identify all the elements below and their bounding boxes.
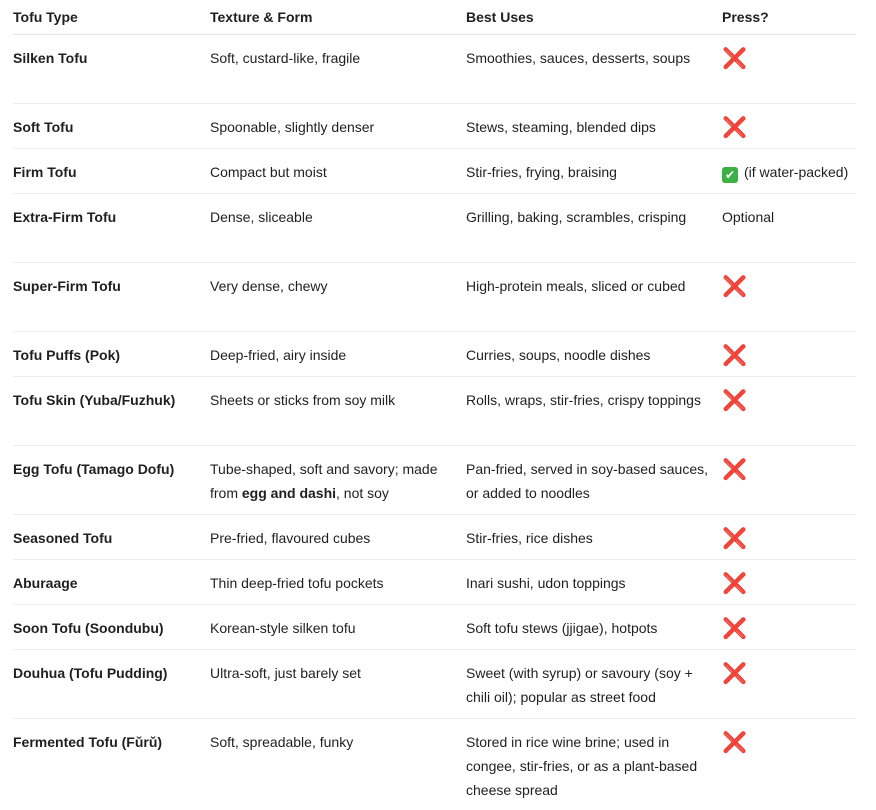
texture-cell: Ultra-soft, just barely set <box>210 665 361 681</box>
texture-cell: Compact but moist <box>210 164 327 180</box>
uses-cell: Sweet (with syrup) or savoury (soy + chili oil); popular as street food <box>466 665 693 705</box>
press-cell: Optional <box>722 209 775 225</box>
texture-cell: Korean-style silken tofu <box>210 620 356 636</box>
press-cell <box>722 650 856 718</box>
uses-cell: Inari sushi, udon toppings <box>466 575 626 591</box>
table-row <box>13 719 856 810</box>
table-row <box>13 650 856 719</box>
uses-cell: High-protein meals, sliced or cubed <box>466 278 686 294</box>
cross-mark-icon: ❌ <box>722 46 747 70</box>
table-row <box>13 377 856 446</box>
uses-cell: Stored in rice wine brine; used in congee, stir-fries, or as a plant-based cheese spread <box>466 734 698 798</box>
cross-mark-icon: ❌ <box>722 730 747 754</box>
table-header-row <box>13 0 856 35</box>
uses-cell: Curries, soups, noodle dishes <box>466 347 651 363</box>
uses-cell: Soft tofu stews (jjigae), hotpots <box>466 620 658 636</box>
texture-cell: Thin deep-fried tofu pockets <box>210 575 384 591</box>
cross-mark-icon: ❌ <box>722 274 747 298</box>
table-row <box>13 560 856 605</box>
cross-mark-icon: ❌ <box>722 661 747 685</box>
press-cell <box>722 332 856 376</box>
table-row <box>13 35 856 104</box>
tofu-type-cell: Douhua (Tofu Pudding) <box>13 665 168 681</box>
tofu-type-cell: Soon Tofu (Soondubu) <box>13 620 164 636</box>
press-cell <box>722 719 856 810</box>
tofu-type-cell: Seasoned Tofu <box>13 530 113 546</box>
table-row <box>13 332 856 377</box>
texture-cell: Deep-fried, airy inside <box>210 347 347 363</box>
press-cell <box>722 104 856 148</box>
tofu-type-cell: Tofu Puffs (Pok) <box>13 347 121 363</box>
uses-cell: Stir-fries, frying, braising <box>466 164 617 180</box>
uses-cell: Pan-fried, served in soy-based sauces, or added to noodles <box>466 461 709 501</box>
table-row <box>13 515 856 560</box>
cross-mark-icon: ❌ <box>722 526 747 550</box>
header-best-uses: Best Uses <box>466 9 534 25</box>
press-cell <box>722 263 856 331</box>
cross-mark-icon: ❌ <box>722 388 747 412</box>
table-row <box>13 263 856 332</box>
texture-cell: Dense, sliceable <box>210 209 313 225</box>
table-row <box>13 446 856 515</box>
cross-mark-icon: ❌ <box>722 571 747 595</box>
texture-cell: Spoonable, slightly denser <box>210 119 375 135</box>
tofu-type-cell: Silken Tofu <box>13 50 88 66</box>
press-cell <box>722 446 856 514</box>
texture-bold-text: egg and dashi <box>241 485 337 501</box>
tofu-type-cell: Firm Tofu <box>13 164 77 180</box>
uses-cell: Smoothies, sauces, desserts, soups <box>466 50 691 66</box>
texture-text: Tube-shaped, soft and savory; made from <box>210 461 438 501</box>
tofu-type-cell: Extra-Firm Tofu <box>13 209 117 225</box>
cross-mark-icon: ❌ <box>722 343 747 367</box>
table-row <box>13 605 856 650</box>
press-cell <box>722 560 856 604</box>
tofu-type-cell: Super-Firm Tofu <box>13 278 121 294</box>
uses-cell: Stews, steaming, blended dips <box>466 119 656 135</box>
table-row <box>13 149 856 194</box>
uses-cell: Rolls, wraps, stir-fries, crispy toppings <box>466 392 701 408</box>
press-note: (if water-packed) <box>744 164 849 180</box>
tofu-type-cell: Tofu Skin (Yuba/Fuzhuk) <box>13 392 176 408</box>
texture-cell: Sheets or sticks from soy milk <box>210 392 396 408</box>
table-row <box>13 194 856 263</box>
header-press: Press? <box>722 9 769 25</box>
tofu-type-cell: Fermented Tofu (Fǔrǔ) <box>13 734 163 750</box>
press-cell <box>722 149 856 193</box>
press-cell <box>722 35 856 103</box>
press-cell <box>722 605 856 649</box>
texture-cell: Very dense, chewy <box>210 278 328 294</box>
header-tofu-type: Tofu Type <box>13 9 78 25</box>
texture-cell: Soft, spreadable, funky <box>210 734 354 750</box>
press-cell <box>722 515 856 559</box>
tofu-table <box>13 0 856 810</box>
tofu-type-cell: Egg Tofu (Tamago Dofu) <box>13 461 175 477</box>
press-cell <box>722 377 856 445</box>
cross-mark-icon: ❌ <box>722 457 747 481</box>
uses-cell: Grilling, baking, scrambles, crisping <box>466 209 687 225</box>
texture-cell: Soft, custard-like, fragile <box>210 50 361 66</box>
texture-cell: Pre-fried, flavoured cubes <box>210 530 371 546</box>
cross-mark-icon: ❌ <box>722 115 747 139</box>
texture-text-end: , not soy <box>336 485 389 501</box>
table-row <box>13 104 856 149</box>
header-texture-form: Texture & Form <box>210 9 313 25</box>
cross-mark-icon: ❌ <box>722 616 747 640</box>
uses-cell: Stir-fries, rice dishes <box>466 530 593 546</box>
tofu-type-cell: Soft Tofu <box>13 119 74 135</box>
check-mark-icon: ✔ <box>722 167 738 183</box>
texture-cell <box>210 446 466 514</box>
tofu-type-cell: Aburaage <box>13 575 78 591</box>
